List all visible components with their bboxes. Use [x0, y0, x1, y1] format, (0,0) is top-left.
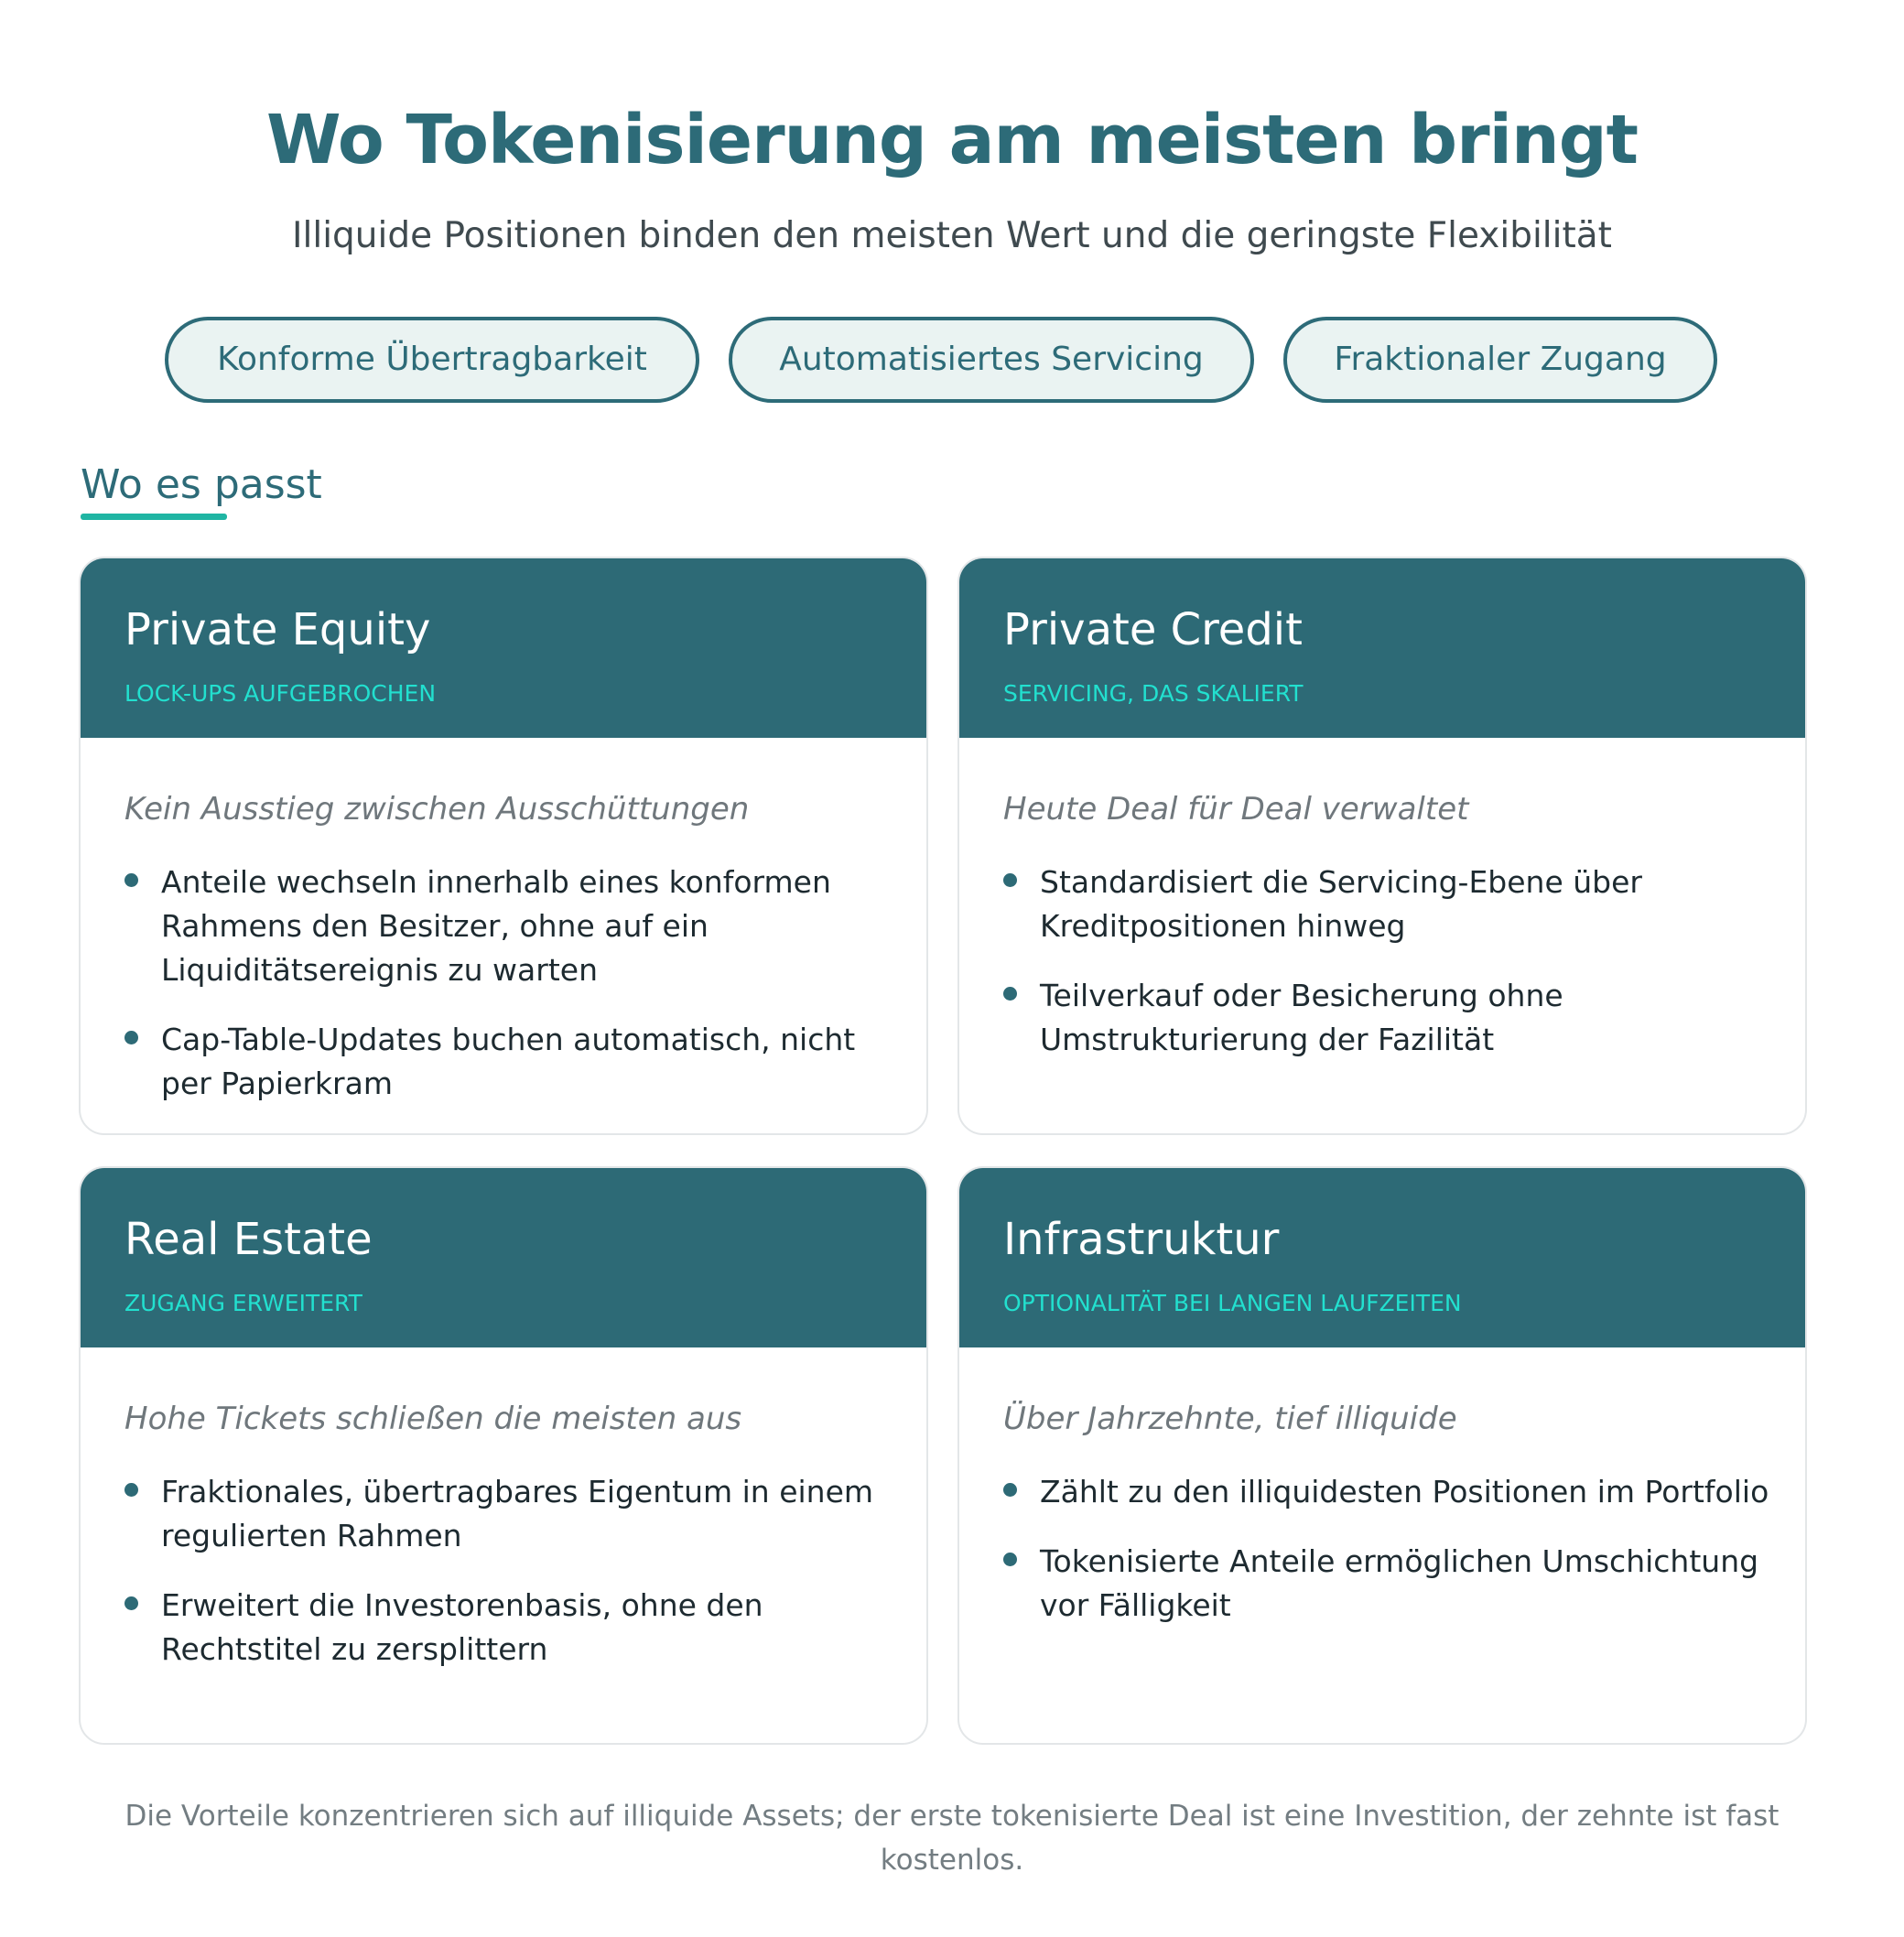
section-heading: Wo es passt [81, 461, 322, 508]
card-infrastruktur [957, 1166, 1807, 1745]
bullet-dot-icon [1003, 1483, 1017, 1497]
bullet-text: Standardisiert die Servicing-Ebene über Kreditpositionen hinweg [1040, 864, 1643, 944]
bullet-list [1003, 860, 1772, 1088]
card-tag: LOCK-UPS AUFGEBROCHEN [124, 680, 437, 707]
card-header [959, 1168, 1805, 1347]
bullet-dot-icon [124, 1483, 138, 1497]
bullet-dot-icon [1003, 987, 1017, 1001]
list-item [1003, 1470, 1772, 1514]
list-item [1003, 860, 1772, 948]
pill-fraktionaler-zugang: Fraktionaler Zugang [1283, 317, 1717, 403]
bullet-dot-icon [124, 1596, 138, 1610]
bullet-dot-icon [1003, 1553, 1017, 1566]
card-title: Infrastruktur [1003, 1214, 1280, 1265]
list-item [1003, 1540, 1772, 1628]
card-lead: Kein Ausstieg zwischen Ausschüttungen [124, 791, 750, 828]
card-title: Private Equity [124, 604, 431, 655]
list-item [124, 1470, 893, 1558]
card-header [81, 1168, 926, 1347]
bullet-text: Fraktionales, übertragbares Eigentum in einem regulierten Rahmen [161, 1474, 874, 1553]
bullet-dot-icon [124, 873, 138, 887]
card-header [959, 558, 1805, 738]
card-real-estate [79, 1166, 928, 1745]
card-tag: ZUGANG ERWEITERT [124, 1290, 362, 1316]
section-heading-underline [81, 514, 227, 520]
card-header [81, 558, 926, 738]
pill-konforme-uebertragbarkeit: Konforme Übertragbarkeit [165, 317, 699, 403]
card-lead: Hohe Tickets schließen die meisten aus [124, 1401, 742, 1437]
bullet-dot-icon [1003, 873, 1017, 887]
list-item [124, 860, 893, 992]
card-title: Real Estate [124, 1214, 373, 1265]
bullet-text: Anteile wechseln innerhalb eines konformen Rahmens den Besitzer, ohne auf ein Liquiditätsereignis zu warten [161, 864, 831, 988]
card-private-credit [957, 557, 1807, 1135]
card-private-equity [79, 557, 928, 1135]
bullet-text: Teilverkauf oder Besicherung ohne Umstrukturierung der Fazilität [1040, 978, 1563, 1057]
page-title: Wo Tokenisierung am meisten bringt [265, 101, 1639, 179]
bullet-text: Tokenisierte Anteile ermöglichen Umschichtung vor Fälligkeit [1040, 1543, 1759, 1623]
bullet-list [124, 860, 893, 1131]
page-subtitle: Illiquide Positionen binden den meisten Wert und die geringste Flexibilität [292, 215, 1612, 256]
pill-automatisiertes-servicing: Automatisiertes Servicing [729, 317, 1254, 403]
card-tag: SERVICING, DAS SKALIERT [1003, 680, 1304, 707]
card-tag: OPTIONALITÄT BEI LANGEN LAUFZEITEN [1003, 1290, 1462, 1316]
card-lead: Heute Deal für Deal verwaltet [1003, 791, 1469, 828]
card-lead: Über Jahrzehnte, tief illiquide [1003, 1401, 1457, 1437]
bullet-text: Erweitert die Investorenbasis, ohne den Rechtstitel zu zersplittern [161, 1587, 763, 1667]
list-item [124, 1584, 893, 1672]
bullet-list [124, 1470, 893, 1697]
bullet-list [1003, 1470, 1772, 1653]
list-item [124, 1018, 893, 1106]
card-title: Private Credit [1003, 604, 1303, 655]
list-item [1003, 974, 1772, 1062]
bullet-text: Cap-Table-Updates buchen automatisch, nicht per Papierkram [161, 1022, 856, 1101]
footer-note: Die Vorteile konzentrieren sich auf illiquide Assets; der erste tokenisierte Deal ist eine Investition, der zehnte ist fast kostenlos. [124, 1800, 1780, 1877]
bullet-text: Zählt zu den illiquidesten Positionen im Portfolio [1040, 1474, 1769, 1510]
bullet-dot-icon [124, 1031, 138, 1044]
